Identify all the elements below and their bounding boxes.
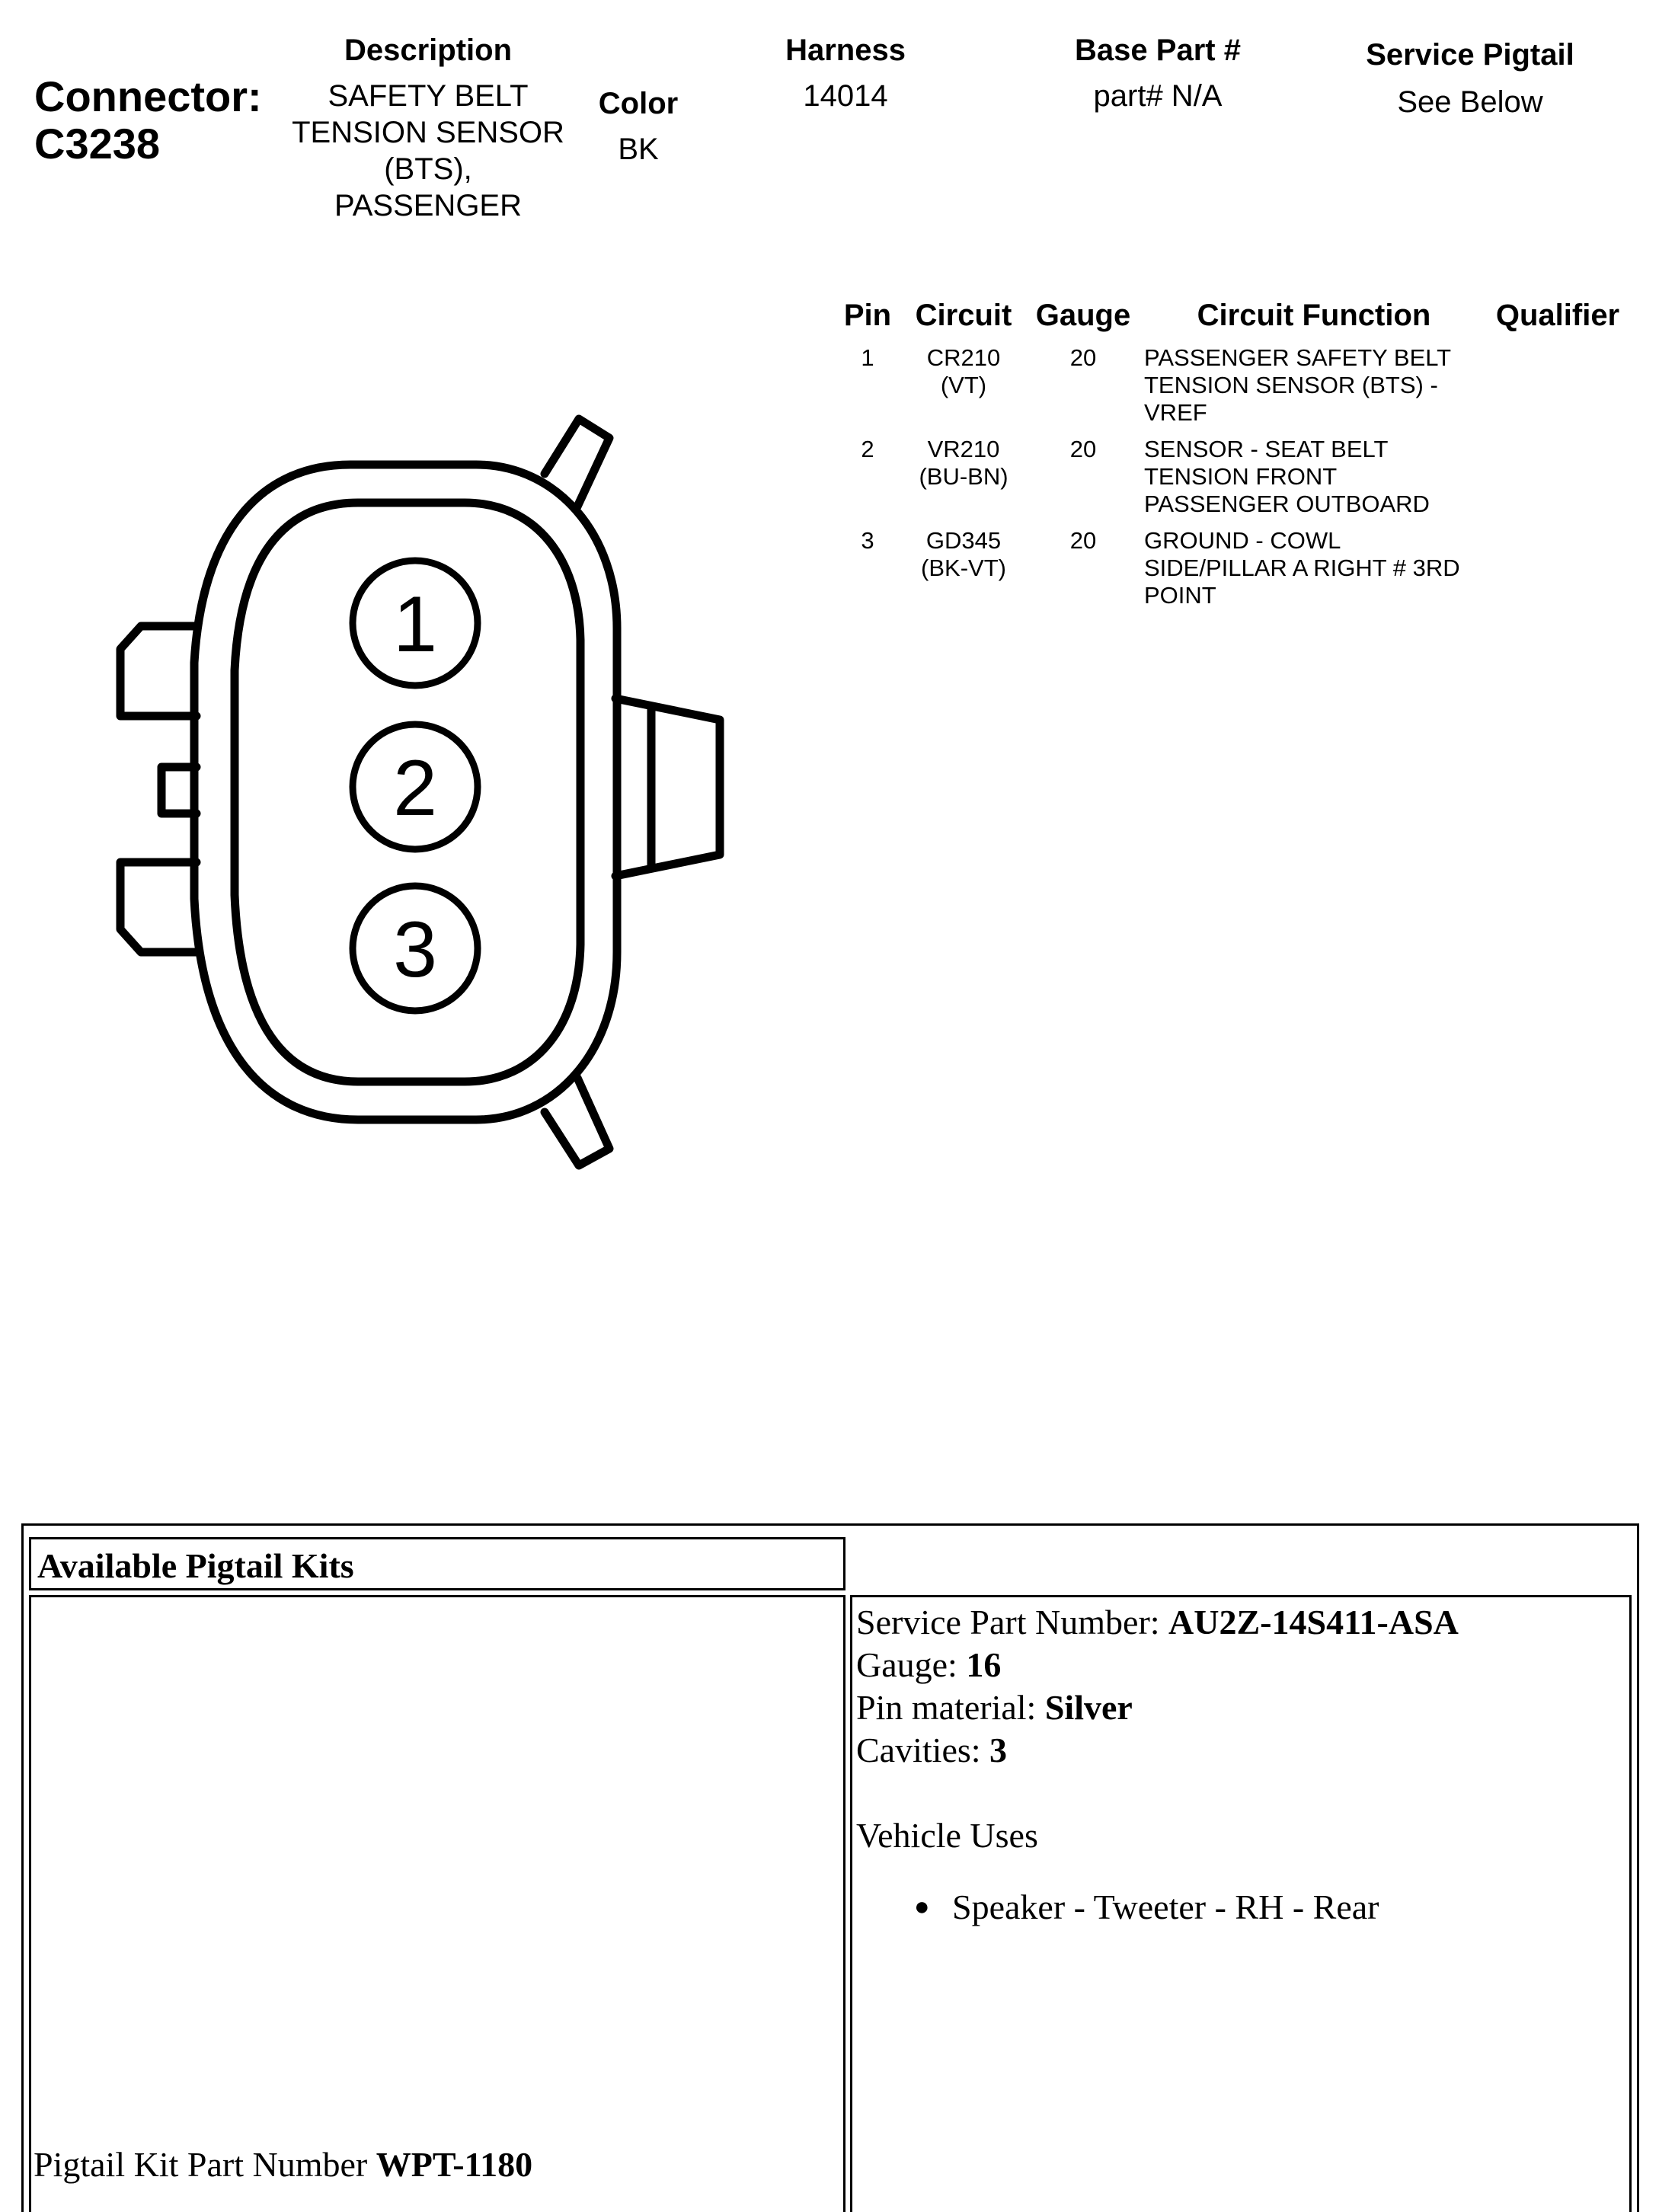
- pin-number: 3: [861, 527, 874, 554]
- service-part-value: AU2Z-14S411-ASA: [1168, 1603, 1459, 1641]
- service-part-details: [856, 1601, 1459, 1929]
- pin-label-2: 2: [393, 744, 437, 833]
- service-pigtail-label: Service Pigtail: [1366, 38, 1574, 72]
- pin-header: Pin: [843, 299, 892, 332]
- circuit-color: (BU-BN): [919, 463, 1009, 490]
- vehicle-uses-list: [856, 1886, 1459, 1929]
- gauge-cell: 20: [1069, 344, 1097, 371]
- service-part-line: [856, 1601, 1459, 1644]
- gauge-cell: 20: [1069, 436, 1097, 462]
- function-line: POINT: [1144, 582, 1216, 609]
- qualifier-header: Qualifier: [1495, 299, 1620, 332]
- pigtail-kit-line: [34, 2143, 532, 2186]
- gauge-line: [856, 1644, 1459, 1686]
- gauge-value: 16: [966, 1645, 1002, 1684]
- function-line: TENSION FRONT: [1144, 463, 1338, 490]
- description-line: (BTS),: [384, 152, 472, 186]
- circuit-code: VR210: [927, 436, 1000, 462]
- connector-label: Connector:: [34, 72, 262, 120]
- pin-label-1: 1: [393, 580, 437, 669]
- circuit-function-header: Circuit Function: [1197, 299, 1431, 332]
- function-line: TENSION SENSOR (BTS) -: [1144, 372, 1438, 398]
- description-line: TENSION SENSOR: [292, 116, 564, 149]
- harness-value: 14014: [803, 79, 888, 113]
- gauge-label: Gauge:: [856, 1645, 967, 1684]
- description-line: PASSENGER: [334, 189, 522, 222]
- service-part-label: Service Part Number:: [856, 1603, 1169, 1641]
- pin-number: 2: [861, 436, 874, 462]
- color-value: BK: [618, 133, 659, 166]
- function-line: SENSOR - SEAT BELT: [1144, 436, 1389, 462]
- left-upper-tab: [120, 626, 197, 716]
- gauge-cell: 20: [1069, 527, 1097, 554]
- pigtail-image-cell: [29, 1595, 845, 2212]
- bullet-icon: ●: [914, 1893, 930, 1921]
- right-key-tab: [615, 698, 720, 876]
- cavities-value: 3: [989, 1731, 1008, 1769]
- left-lower-tab: [120, 862, 197, 952]
- cavities-line: [856, 1729, 1459, 1772]
- pigtail-kit-label: Pigtail Kit Part Number: [34, 2145, 376, 2184]
- vehicle-use-item: Speaker - Tweeter - RH - Rear: [952, 1888, 1379, 1926]
- pin-material-value: Silver: [1044, 1688, 1133, 1727]
- description-line: SAFETY BELT: [328, 79, 529, 113]
- function-line: GROUND - COWL: [1144, 527, 1341, 554]
- pin-label-3: 3: [393, 906, 437, 994]
- circuit-color: (VT): [940, 372, 987, 398]
- connector-id: C3238: [34, 120, 161, 168]
- vehicle-uses-label: Vehicle Uses: [856, 1816, 1038, 1855]
- pin-material-label: Pin material:: [856, 1688, 1045, 1727]
- harness-label: Harness: [785, 34, 906, 67]
- circuit-color: (BK-VT): [921, 555, 1006, 581]
- base-part-label: Base Part #: [1075, 34, 1241, 67]
- pin-number: 1: [861, 344, 874, 371]
- service-pigtail-value: See Below: [1397, 85, 1543, 119]
- pin-material-line: [856, 1686, 1459, 1729]
- pigtail-section-title: Available Pigtail Kits: [29, 1537, 845, 1590]
- pigtail-kit-number: WPT-1180: [376, 2145, 533, 2184]
- cavities-label: Cavities:: [856, 1731, 990, 1769]
- circuit-header: Circuit: [915, 299, 1012, 332]
- base-part-value: part# N/A: [1093, 79, 1223, 113]
- function-line: SIDE/PILLAR A RIGHT # 3RD: [1144, 555, 1460, 581]
- circuit-code: CR210: [926, 344, 1001, 371]
- function-line: VREF: [1144, 399, 1207, 426]
- circuit-code: GD345: [925, 527, 1002, 554]
- function-line: PASSENGER OUTBOARD: [1144, 491, 1430, 517]
- color-label: Color: [598, 87, 679, 120]
- description-label: Description: [344, 34, 513, 67]
- function-line: PASSENGER SAFETY BELT: [1144, 344, 1452, 371]
- gauge-header: Gauge: [1035, 299, 1131, 332]
